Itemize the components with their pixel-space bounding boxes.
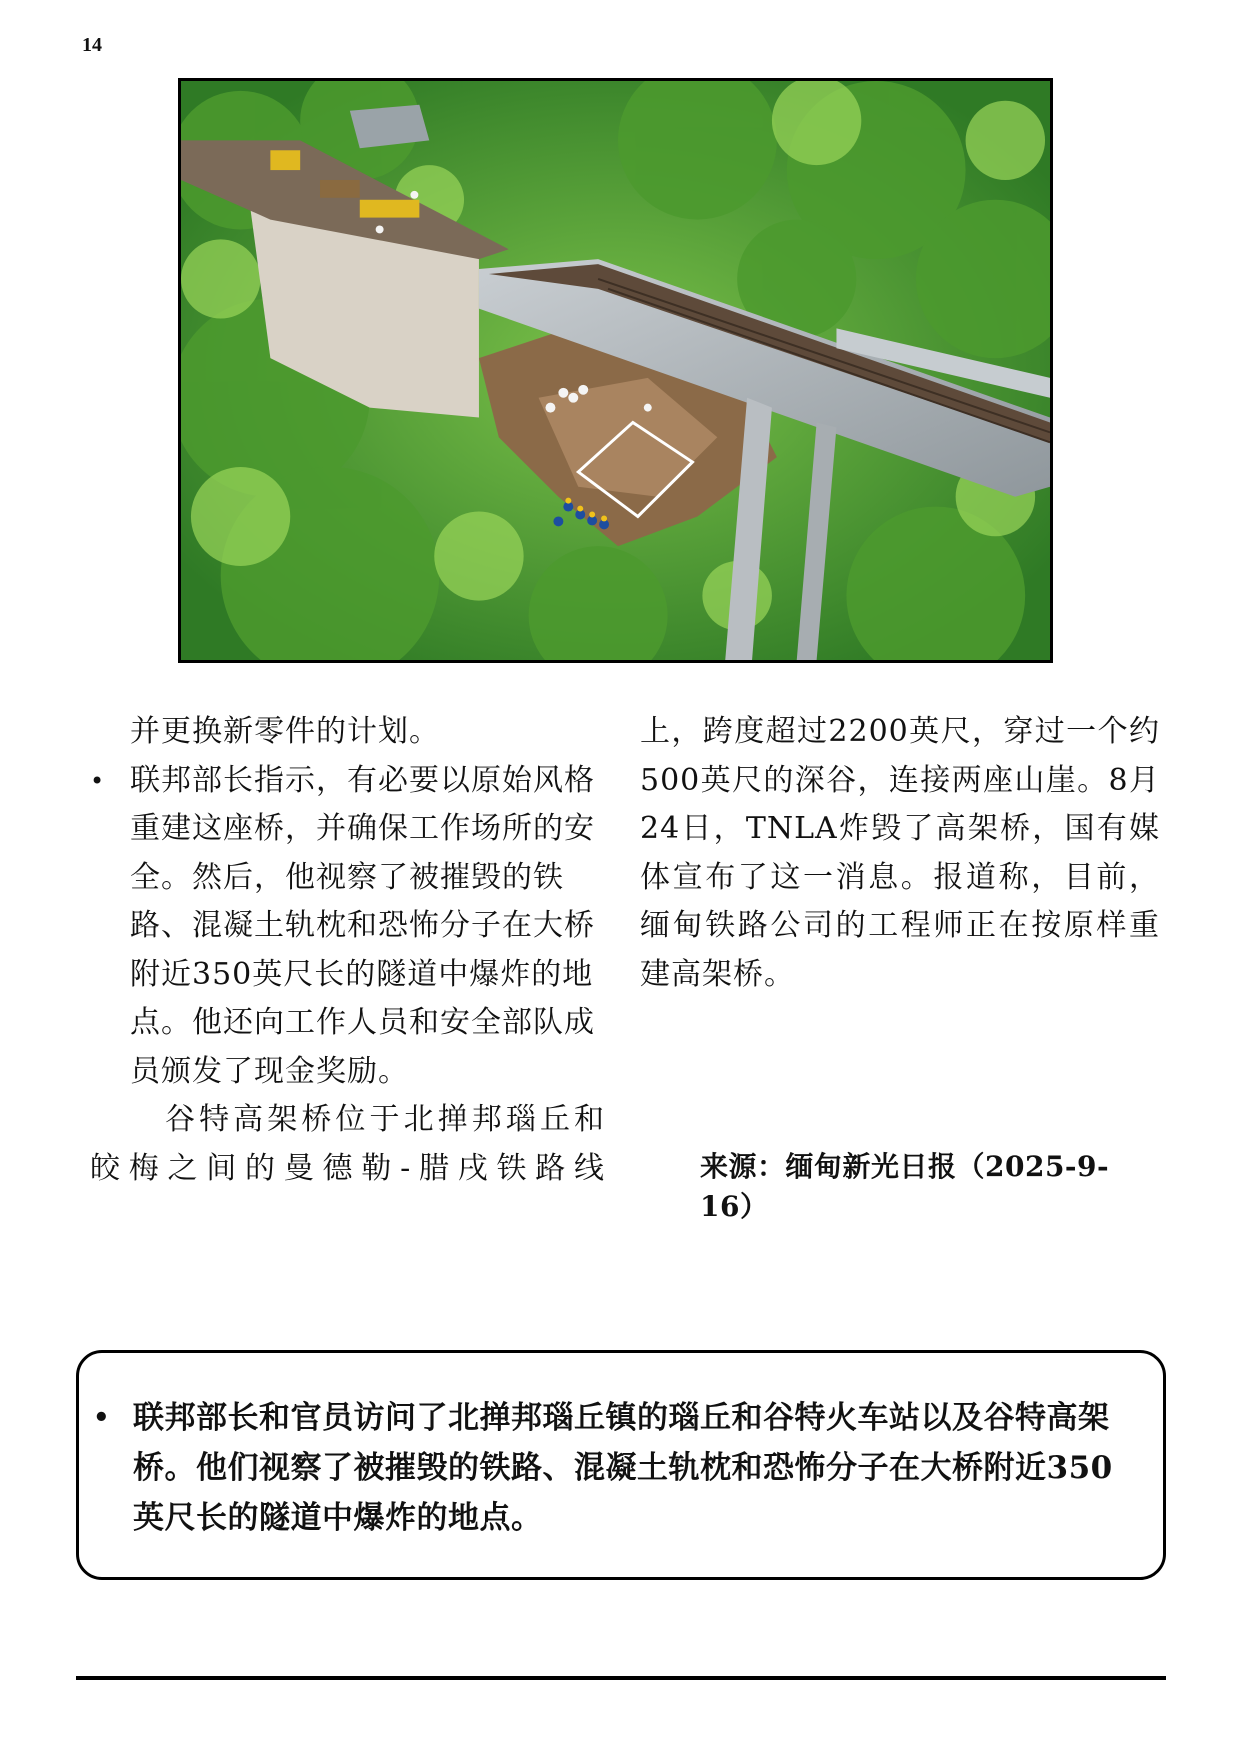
right-column bbox=[640, 708, 1160, 999]
highlight-text: • 联邦部长和官员访问了北掸邦瑙丘镇的瑙丘和谷特火车站以及谷特高架桥。他们视察了被摧毁的铁路、混凝土轨枕和恐怖分子在大桥附近350英尺长的隧道中爆炸的地点。 bbox=[133, 1393, 1143, 1543]
photo-frame bbox=[178, 78, 1053, 663]
paragraph-line-2: 皎梅之间的曼德勒-腊戌铁路线 bbox=[90, 1150, 605, 1186]
source-credit: 来源：缅甸新光日报（2025-9-16） bbox=[700, 1150, 1110, 1223]
footer-rule bbox=[76, 1676, 1166, 1680]
bullet-paragraph: • 联邦部长指示，有必要以原始风格重建这座桥，并确保工作场所的安全。然后，他视察了被摧毁的铁路、混凝土轨枕和恐怖分子在大桥附近350英尺长的隧道中爆炸的地点。他还向工作人员和安全部队成员颁发了现金奖励。 bbox=[90, 757, 605, 1097]
highlight-box bbox=[76, 1350, 1166, 1580]
railway-bridge-photo bbox=[181, 81, 1050, 660]
continued-paragraph: 并更换新零件的计划。 bbox=[130, 714, 440, 749]
left-column bbox=[90, 708, 605, 1193]
paragraph-line-1: 谷特高架桥位于北掸邦瑙丘和 bbox=[165, 1102, 605, 1137]
right-paragraph: 上，跨度超过2200英尺，穿过一个约500英尺的深谷，连接两座山崖。8月24日，TNLA炸毁了高架桥，国有媒体宣布了这一消息。报道称，目前，缅甸铁路公司的工程师正在按原样重建高架桥。 bbox=[640, 714, 1160, 992]
page-number: 14 bbox=[82, 34, 102, 56]
